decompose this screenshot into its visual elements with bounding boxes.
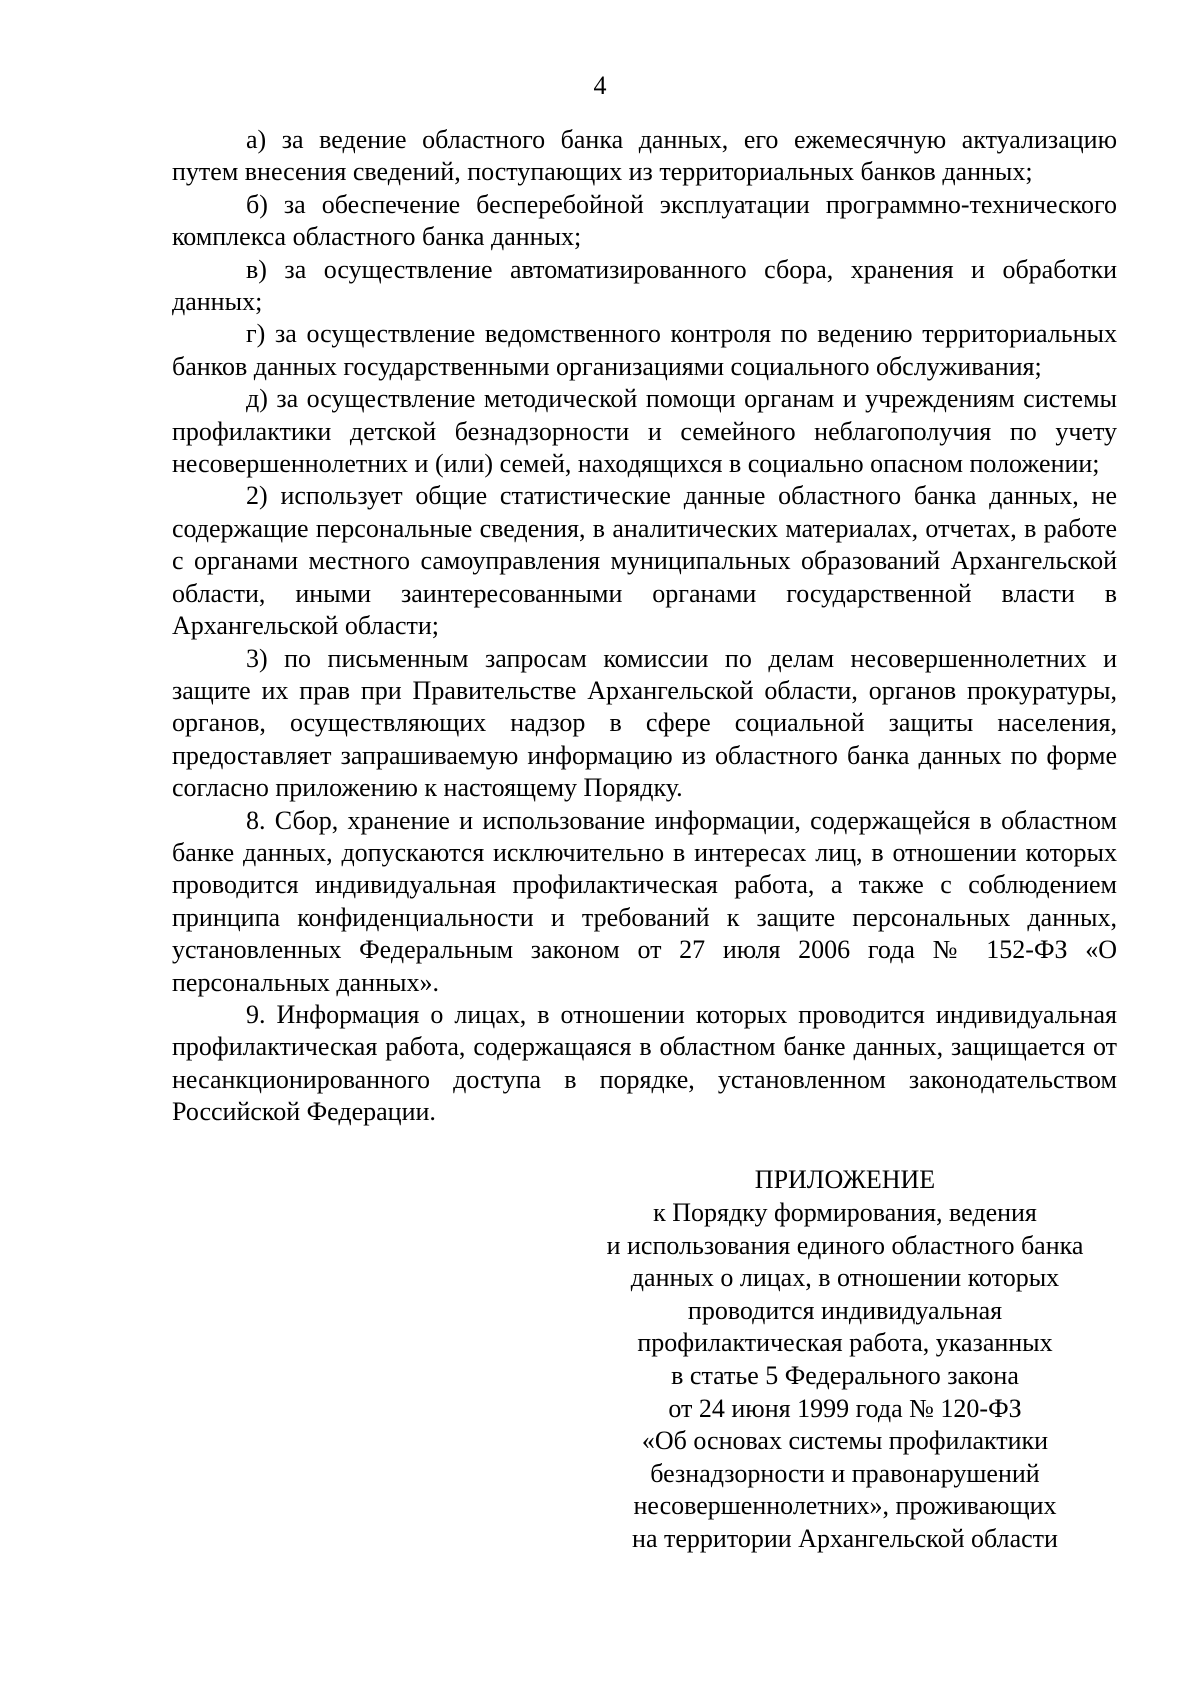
appendix-line: «Об основах системы профилактики [641, 1426, 1049, 1456]
appendix-line: от 24 июня 1999 года № 120-ФЗ [668, 1393, 1022, 1423]
appendix-block [565, 1163, 1125, 1556]
page-number: 4 [593, 71, 607, 100]
paragraph-d: д) за осуществление методической помощи органам и учреждениям системы профилактики детской безнадзорности и семейного неблагополучия по учету несовершеннолетних и (или) семей, находящихся в социально опасном положении; [172, 384, 1117, 479]
appendix-line: и использования единого областного банка [606, 1230, 1084, 1260]
paragraph-item-3: 3) по письменным запросам комиссии по делам несовершеннолетних и защите их прав при Правительстве Архангельской области, органов прокуратуры, органов, осуществляющих надзор в сфере социальной защиты населения, предоставляет запрашиваемую информацию из областного банка данных по форме согласно приложению к настоящему Порядку. [172, 643, 1117, 803]
appendix-line: на территории Архангельской области [632, 1523, 1058, 1553]
paragraph-section-8: 8. Сбор, хранение и использование информации, содержащейся в областном банке данных, допускаются исключительно в интересах лиц, в отношении которых проводится индивидуальная профилактическая работа, а также с соблюдением принципа конфиденциальности и требований к защите персональных данных, установленных Федеральным законом от 27 июля 2006 года № 152-ФЗ «О персональных данных». [172, 805, 1117, 997]
paragraph-v: в) за осуществление автоматизированного сбора, хранения и обработки данных; [172, 254, 1117, 317]
paragraph-b: б) за обеспечение бесперебойной эксплуатации программно-технического комплекса областного банка данных; [172, 189, 1117, 252]
appendix-line: к Порядку формирования, ведения [653, 1198, 1037, 1227]
appendix-line: данных о лицах, в отношении которых [630, 1263, 1060, 1293]
paragraph-section-9: 9. Информация о лицах, в отношении которых проводится индивидуальная профилактическая работа, содержащаяся в областном банке данных, защищается от несанкционированного доступа в порядке, установленном законодательством Российской Федерации. [172, 999, 1117, 1127]
appendix-line: несовершеннолетних», проживающих [633, 1491, 1057, 1521]
appendix-line: безнадзорности и правонарушений [650, 1458, 1040, 1488]
paragraph-g: г) за осуществление ведомственного контроля по ведению территориальных банков данных государственными организациями социального обслуживания; [172, 319, 1117, 381]
document-body [172, 124, 1117, 1129]
appendix-title: ПРИЛОЖЕНИЕ [754, 1165, 936, 1194]
appendix-line: профилактическая работа, указанных [637, 1328, 1053, 1358]
paragraph-a: а) за ведение областного банка данных, его ежемесячную актуализацию путем внесения сведений, поступающих из территориальных банков данных; [172, 125, 1117, 187]
appendix-line: в статье 5 Федерального закона [671, 1360, 1019, 1390]
appendix-line: проводится индивидуальная [687, 1295, 1003, 1325]
paragraph-item-2: 2) использует общие статистические данные областного банка данных, не содержащие персональные сведения, в аналитических материалах, отчетах, в работе с органами местного самоуправления муниципальных образований Архангельской области, иными заинтересованными органами государственной власти в Архангельской области; [172, 481, 1117, 641]
